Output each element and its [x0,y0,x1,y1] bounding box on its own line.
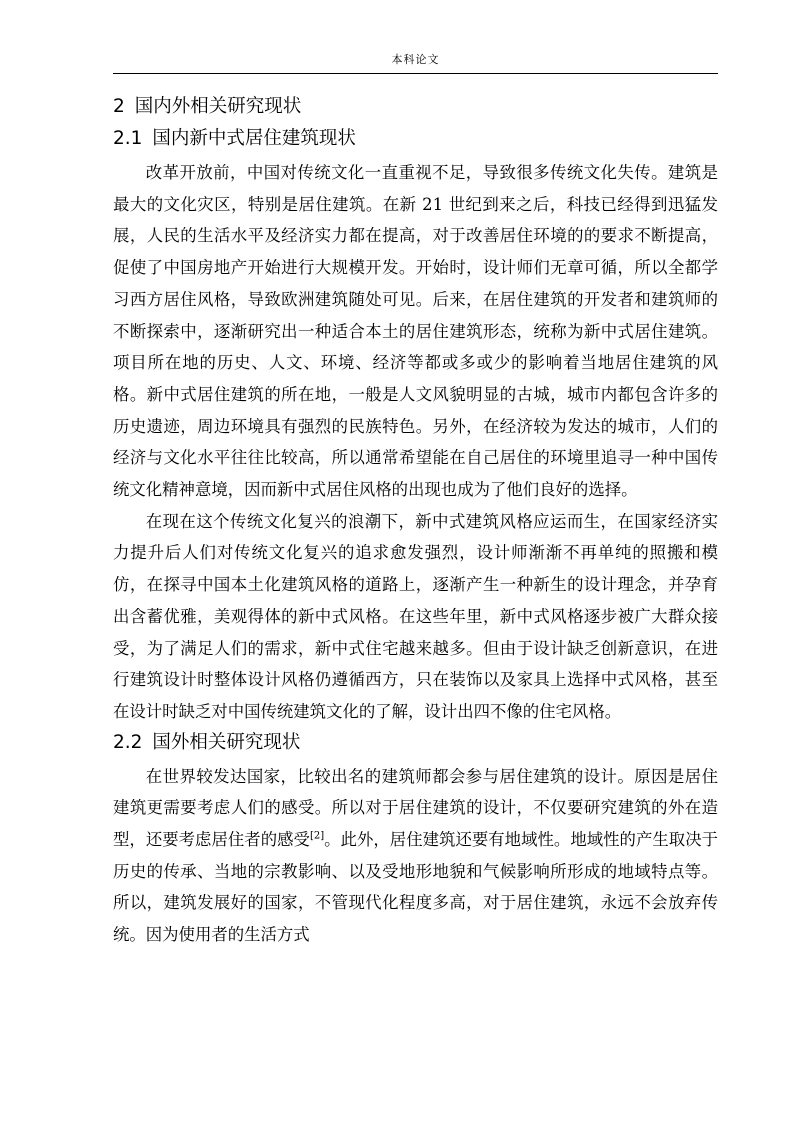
section-2-1-paragraph-2: 在现在这个传统文化复兴的浪潮下，新中式建筑风格应运而生，在国家经济实力提升后人们对传统文化复兴的追求愈发强烈，设计师渐渐不再单纯的照搬和模仿，在探寻中国本土化建筑风格的道路上，逐渐产生一种新生的设计理念，并孕育出含蓄优雅，美观得体的新中式风格。在这些年里，新中式风格逐步被广大群众接受，为了满足人们的需求，新中式住宅越来越多。但由于设计缺乏创新意识，在进行建筑设计时整体设计风格仍遵循西方，只在装饰以及家具上选择中式风格，甚至在设计时缺乏对中国传统建筑文化的了解，设计出四不像的住宅风格。 [113,511,718,721]
section-2-number: 2 [113,96,125,117]
header-divider [113,73,718,74]
section-2-2-paragraph-1 [113,761,718,951]
section-2-title: 国内外相关研究现状 [134,96,302,117]
section-2-2-number: 2.2 [113,731,143,753]
section-2-1-title: 国内新中式居住建筑现状 [152,128,356,149]
citation-reference[interactable]: [2] [309,830,325,842]
section-2-2-heading [113,728,718,758]
section-2-heading [113,92,718,122]
header-title: 本科论文 [391,53,440,66]
section-2-1-paragraph-1: 改革开放前，中国对传统文化一直重视不足，导致很多传统文化失传。建筑是最大的文化灾区，特别是居住建筑。在新 21 世纪到来之后，科技已经得到迅猛发展，人民的生活水平及经济实力都在提高，对于改善居住环境的的要求不断提高，促使了中国房地产开始进行大规模开发。开始时，设计师们无章可循，所以全都学习西方居住风格，导致欧洲建筑随处可见。后来，在居住建筑的开发者和建筑师的不断探索中，逐渐研究出一种适合本土的居住建筑形态，统称为新中式居住建筑。项目所在地的历史、人文、环境、经济等都或多或少的影响着当地居住建筑的风格。新中式居住建筑的所在地，一般是人文风貌明显的古城，城市内都包含许多的历史遗迹，周边环境具有强烈的民族特色。另外，在经济较为发达的城市，人们的经济与文化水平往往比较高，所以通常希望能在自己居住的环境里追寻一种中国传统文化精神意境，因而新中式居住风格的出现也成为了他们良好的选择。 [113,163,718,500]
page-header [113,53,718,67]
section-2-1-heading [113,124,718,154]
section-2-2-paragraph-1-text-b: 。此外，居住建筑还要有地域性。地域性的产生取决于历史的传承、当地的宗教影响、以及受地形地貌和气候影响所形成的地域特点等。所以，建筑发展好的国家，不管现代化程度多高，对于居住建筑，永远不会放弃传统。因为使用者的生活方式 [113,830,719,945]
section-2-2-title: 国外相关研究现状 [152,731,301,753]
section-2-1-number: 2.1 [113,128,143,149]
section-2-2-paragraph-1-text-a: 在世界较发达国家，比较出名的建筑师都会参与居住建筑的设计。原因是居住建筑更需要考虑人们的感受。所以对于居住建筑的设计，不仅要研究建筑的外在造型，还要考虑居住者的感受 [113,766,718,850]
document-body [113,92,718,951]
